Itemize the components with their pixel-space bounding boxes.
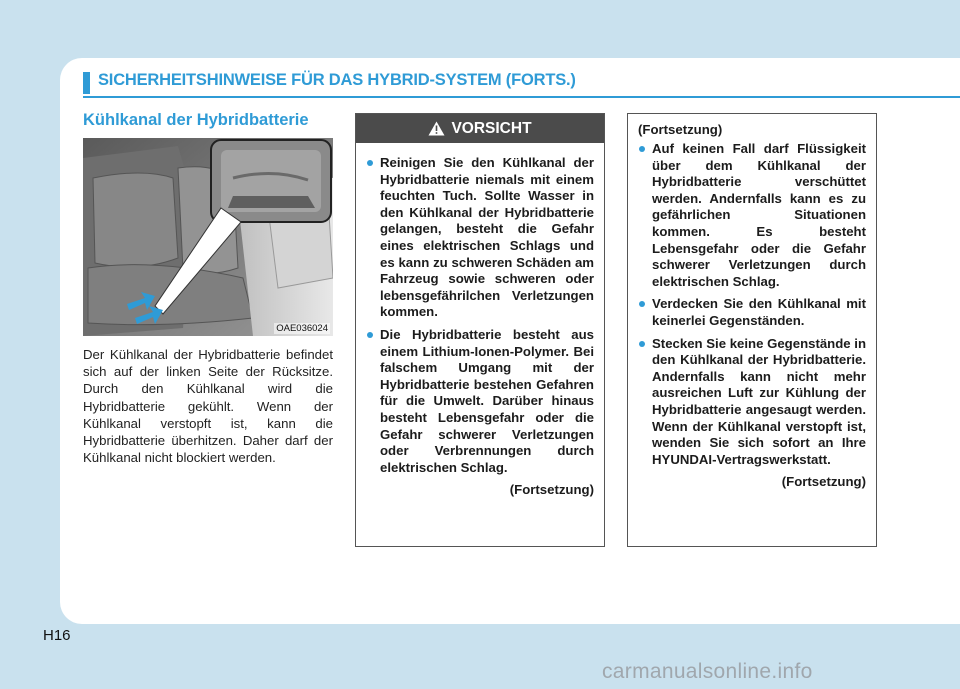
continuation-continued-note: (Fortsetzung) (781, 474, 866, 490)
warning-triangle-icon (428, 121, 445, 136)
caution-heading: VORSICHT (451, 119, 532, 137)
continuation-heading: (Fortsetzung) (638, 122, 723, 137)
caution-list (356, 143, 604, 476)
page-number: H16 (43, 627, 71, 644)
list-item: Die Hybridbatterie besteht aus einem Lithium-Ionen-Polymer. Bei falschem Umgang mit der Hybridbatterie bestehen Gefahren für die Umwelt. Darüber hinaus besteht Lebensgefahr oder die Gefahr schwerer Verletzungen oder Verbrennungen durch elektrischen Schlag. (366, 327, 594, 476)
caution-box (355, 113, 605, 547)
photo-code: OAE036024 (276, 323, 328, 334)
list-item: Reinigen Sie den Kühlkanal der Hybridbatterie niemals mit einem feuchten Tuch. Sollte Wasser in den Kühlkanal der Hybridbatterie gelangen, besteht die Gefahr eines elektrischen Schlags und es kann zu schweren Schäden am Fahrzeug sowie schweren oder lebensgefährilchen Verletzungen kommen. (366, 155, 594, 321)
rear-seat-photo (83, 138, 333, 336)
rear-seat-illustration (83, 138, 333, 336)
list-item: Verdecken Sie den Kühlkanal mit keinerlei Gegenständen. (638, 296, 866, 329)
list-item: Stecken Sie keine Gegenstände in den Kühlkanal der Hybridbatterie. Andernfalls kann nicht mehr ausreichen Luft zur Kühlung der Hybridbatterie angesaugt werden. Wenn der Kühlkanal verstopft ist, wenden Sie sich sofort an Ihre HYUNDAI-Vertragswerkstatt. (638, 336, 866, 469)
header-accent-bar (83, 72, 90, 94)
continuation-box (627, 113, 877, 547)
body-paragraph: Der Kühlkanal der Hybridbatterie befindet sich auf der linken Seite der Rücksitze. Durch den Kühlkanal wird die Hybridbatterie gekühlt. Wenn der Kühlkanal verstopft ist, kann die Hybridbatterie überhitzen. Daher darf der Kühlkanal nicht blockiert werden. (83, 347, 333, 466)
caution-header (356, 114, 604, 143)
continuation-list (628, 139, 876, 468)
watermark: carmanualsonline.info (602, 660, 813, 683)
list-item: Auf keinen Fall darf Flüssigkeit über dem Kühlkanal der Hybridbatterie verschüttet werden. Andernfalls kann es zu gefährlichen Situationen kommen. Es besteht Lebensgefahr oder die Gefahr schwerer Verletzungen durch elektrischen Schlag. (638, 141, 866, 290)
section-title: Kühlkanal der Hybridbatterie (83, 111, 309, 129)
header-rule (83, 96, 960, 98)
header-title: SICHERHEITSHINWEISE FÜR DAS HYBRID-SYSTEM (FORTS.) (98, 71, 576, 89)
caution-continued-note: (Fortsetzung) (509, 482, 594, 498)
